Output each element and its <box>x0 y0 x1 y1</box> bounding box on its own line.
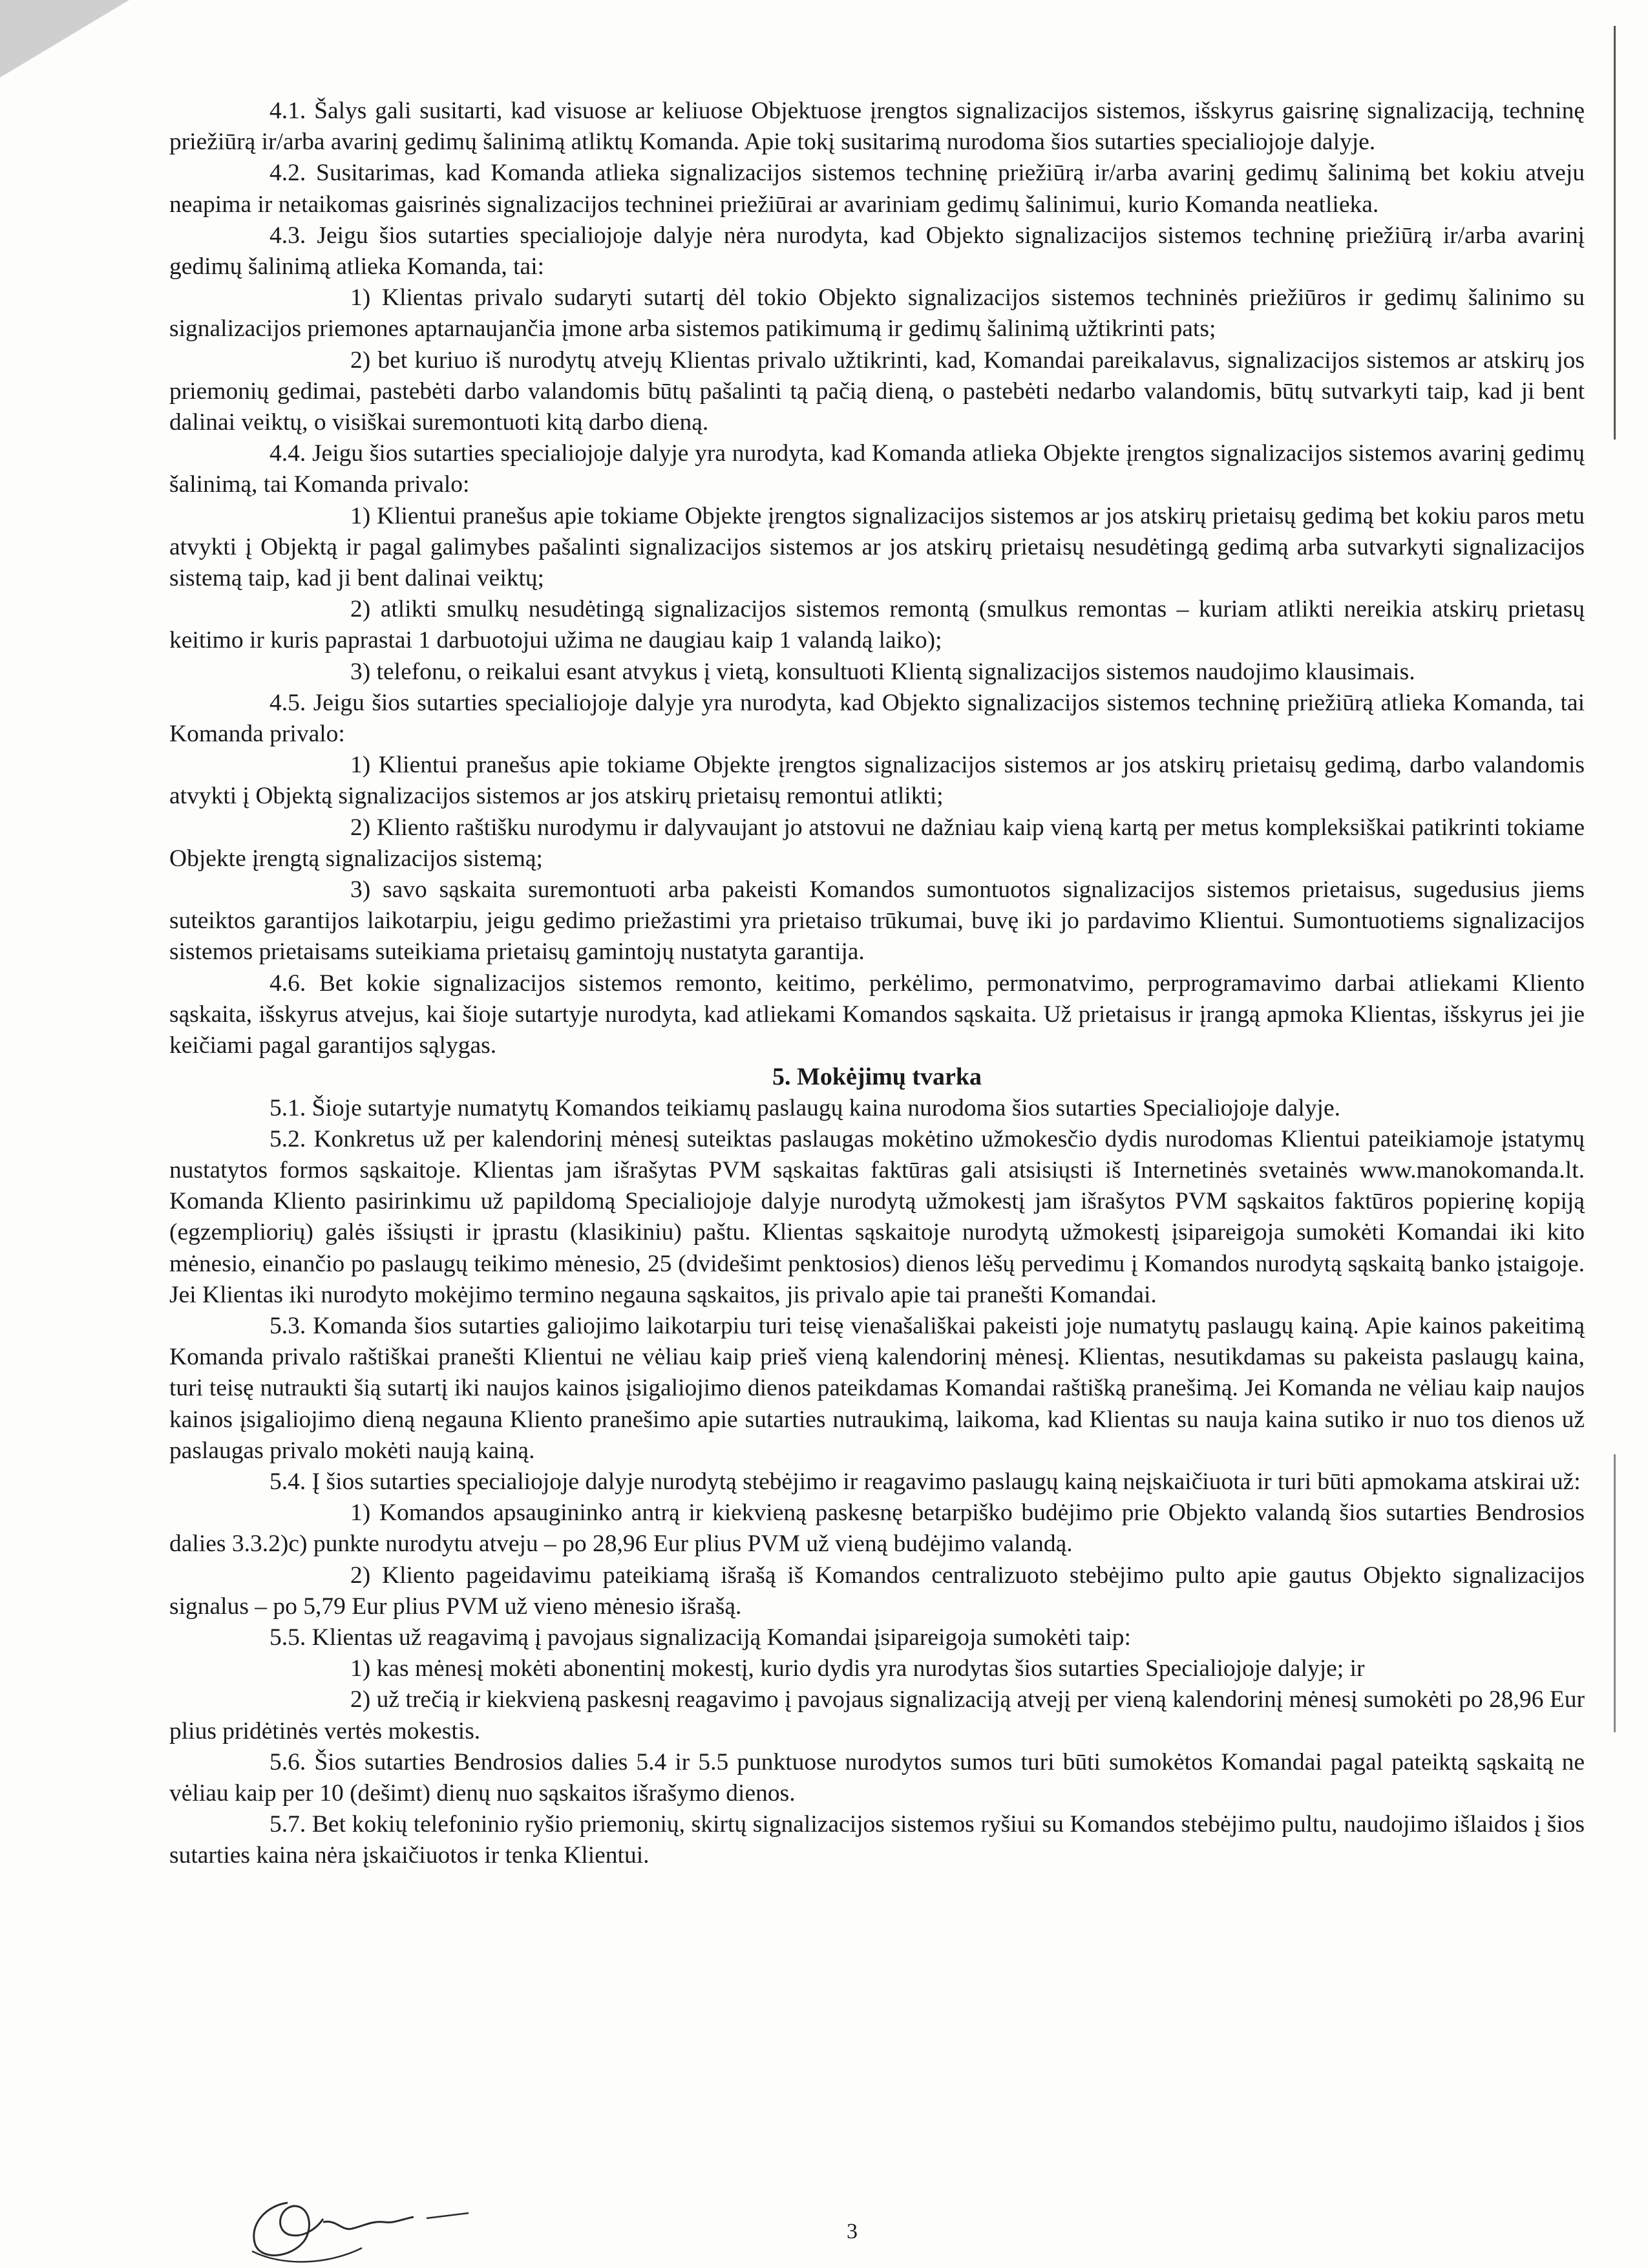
scan-edge-line <box>1614 26 1616 440</box>
paragraph: 5.1. Šioje sutartyje numatytų Komandos teikiamų paslaugų kaina nurodoma šios sutarties Specialiojoje dalyje. <box>269 1094 1340 1121</box>
paragraph: 4.3. Jeigu šios sutarties specialiojoje dalyje nėra nurodyta, kad Objekto signalizacijos sistemos techninę priežiūrą ir/arba avarinį gedimų šalinimą atlieka Komanda, tai: <box>169 222 1585 281</box>
handwritten-signature <box>239 2170 523 2267</box>
folded-corner <box>0 0 129 78</box>
page-number: 3 <box>847 2220 858 2243</box>
paragraph: 2) atlikti smulkų nesudėtingą signalizacijos sistemos remontą (smulkus remontas – kuriam atlikti nereikia atskirų prietasų keitimo ir kuris paprastai 1 darbuotojui užima ne daugiau kaip 1 valandą laiko); <box>169 596 1585 654</box>
document-body <box>169 96 1585 1872</box>
paragraph: 5.6. Šios sutarties Bendrosios dalies 5.4 ir 5.5 punktuose nurodytos sumos turi būti sumokėtos Komandai pagal pateiktą sąskaitą ne vėliau kaip per 10 (dešimt) dienų nuo sąskaitos išrašymo dienos. <box>169 1748 1585 1807</box>
paragraph: 5.2. Konkretus už per kalendorinį mėnesį suteiktas paslaugas mokėtino užmokesčio dydis nurodomas Klientui pateikiamoje įstatymų nustatytos formos sąskaitoje. Klientas jam išrašytas PVM sąskaitas faktūras gali atsisiųsti iš Internetinės svetainės www.manokomanda.lt. Komanda Kliento pasirinkimu už papildomą Specialiojoje dalyje nurodytą užmokestį jam išrašytos PVM sąskaitos faktūros popierinę kopiją (egzempliorių) galės išsiųsti ir įprastu (klasikiniu) paštu. Klientas sąskaitoje nurodytą užmokestį įsipareigoja sumokėti Komandai iki kito mėnesio, einančio po paslaugų teikimo mėnesio, 25 (dvidešimt penktosios) dienos lėšų pervedimu į Komandos nurodytą sąskaitą banko įstaigoje. Jei Klientas iki nurodyto mokėjimo termino negauna sąskaitos, jis privalo apie tai pranešti Komandai. <box>169 1125 1585 1308</box>
paragraph: 1) Komandos apsaugininko antrą ir kiekvieną paskesnę betarpiško budėjimo prie Objekto valandą šios sutarties Bendrosios dalies 3.3.2)c) punkte nurodytu atveju – po 28,96 Eur plius PVM už vieną budėjimo valandą. <box>169 1500 1585 1558</box>
paragraph: 1) Klientui pranešus apie tokiame Objekte įrengtos signalizacijos sistemos ar jos atskirų prietaisų gedimą bet kokiu paros metu atvykti į Objektą ir pagal galimybes pašalinti signalizacijos sistemos ar jos atskirų prietaisų nesudėtingą gedimą arba sutvarkyti signalizacijos sistemą taip, kad ji bent dalinai veiktų; <box>169 502 1585 592</box>
paragraph: 4.1. Šalys gali susitarti, kad visuose ar keliuose Objektuose įrengtos signalizacijos sistemos, išskyrus gaisrinę signalizaciją, techninę priežiūrą ir/arba avarinį gedimų šalinimą atliktų Komanda. Apie tokį susitarimą nurodoma šios sutarties specialiojoje dalyje. <box>169 98 1585 156</box>
paragraph: 3) telefonu, o reikalui esant atvykus į vietą, konsultuoti Klientą signalizacijos sistemos naudojimo klausimais. <box>350 658 1415 685</box>
paragraph: 2) už trečią ir kiekvieną paskesnį reagavimo į pavojaus signalizaciją atvejį per vieną kalendorinį mėnesį sumokėti po 28,96 Eur plius pridėtinės vertės mokestis. <box>169 1686 1585 1744</box>
paragraph: 2) Kliento raštišku nurodymu ir dalyvaujant jo atstovui ne dažniau kaip vieną kartą per metus kompleksiškai patikrinti tokiame Objekte įrengtą signalizacijos sistemą; <box>169 814 1585 872</box>
paragraph: 5.3. Komanda šios sutarties galiojimo laikotarpiu turi teisę vienašališkai pakeisti joje numatytų paslaugų kainą. Apie kainos pakeitimą Komanda privalo raštiškai pranešti Klientui ne vėliau kaip prieš vieną kalendorinį mėnesį. Klientas, nesutikdamas su pakeista paslaugų kaina, turi teisę nutraukti šią sutartį iki naujos kainos įsigaliojimo dienos pateikdamas Komandai raštišką pranešimą. Jei Komanda ne vėliau kaip naujos kainos įsigaliojimo dieną negauna Kliento pranešimo apie sutarties nutraukimą, laikoma, kad Klientas su nauja kaina sutiko ir nuo tos dienos už paslaugas privalo mokėti naują kainą. <box>169 1312 1585 1464</box>
paragraph: 2) bet kuriuo iš nurodytų atvejų Klientas privalo užtikrinti, kad, Komandai pareikalavus, signalizacijos sistemos ar atskirų jos priemonių gedimai, pastebėti darbo valandomis būtų pašalinti tą pačią dieną, o pastebėti nedarbo valandomis, būtų sutvarkyti taip, kad ji bent dalinai veiktų, o visiškai suremontuoti kitą darbo dieną. <box>169 346 1585 436</box>
paragraph: 5.5. Klientas už reagavimą į pavojaus signalizaciją Komandai įsipareigoja sumokėti taip: <box>269 1624 1131 1651</box>
paragraph: 4.6. Bet kokie signalizacijos sistemos remonto, keitimo, perkėlimo, permonatvimo, perprogramavimo darbai atliekami Kliento sąskaita, išskyrus atvejus, kai šioje sutartyje nurodyta, kad atliekami Komandos sąskaita. Už prietaisus ir įrangą apmoka Klientas, išskyrus jei jie keičiami pagal garantijos sąlygas. <box>169 970 1585 1059</box>
paragraph: 4.2. Susitarimas, kad Komanda atlieka signalizacijos sistemos techninę priežiūrą ir/arba avarinį gedimų šalinimą bet kokiu atveju neapima ir netaikomas gaisrinės signalizacijos techninei priežiūrai ar avariniam gedimų šalinimui, kurio Komanda neatlieka. <box>169 160 1585 218</box>
paragraph: 3) savo sąskaita suremontuoti arba pakeisti Komandos sumontuotos signalizacijos sistemos prietaisus, sugedusius jiems suteiktos garantijos laikotarpiu, jeigu gedimo priežastimi yra prietaiso trūkumai, buvę iki jo pardavimo Klientui. Sumontuotiems signalizacijos sistemos prietaisams suteikiama prietaisų gamintojų nustatyta garantija. <box>169 876 1585 966</box>
paragraph: 1) Klientui pranešus apie tokiame Objekte įrengtos signalizacijos sistemos ar jos atskirų prietaisų gedimą, darbo valandomis atvykti į Objektą signalizacijos sistemos ar jos atskirų prietaisų remontui atlikti; <box>169 752 1585 810</box>
paragraph: 4.5. Jeigu šios sutarties specialiojoje dalyje yra nurodyta, kad Objekto signalizacijos sistemos techninę priežiūrą atlieka Komanda, tai Komanda privalo: <box>169 689 1585 748</box>
paragraph: 1) kas mėnesį mokėti abonentinį mokestį, kurio dydis yra nurodytas šios sutarties Specialiojoje dalyje; ir <box>350 1655 1365 1682</box>
section-heading: 5. Mokėjimų tvarka <box>772 1063 982 1091</box>
paragraph: 1) Klientas privalo sudaryti sutartį dėl tokio Objekto signalizacijos sistemos techninės priežiūros ir gedimų šalinimo su signalizacijos priemones aptarnaujančia įmone arba sistemos patikimumą ir gedimų šalinimą užtikrinti pats; <box>169 284 1585 343</box>
scan-edge-line <box>1614 1454 1616 1732</box>
paragraph: 5.7. Bet kokių telefoninio ryšio priemonių, skirtų signalizacijos sistemos ryšiui su Komandos stebėjimo pultu, naudojimo išlaidos į šios sutarties kaina nėra įskaičiuotos ir tenka Klientui. <box>169 1811 1585 1869</box>
paragraph: 4.4. Jeigu šios sutarties specialiojoje dalyje yra nurodyta, kad Komanda atlieka Objekte įrengtos signalizacijos sistemos avarinį gedimų šalinimą, tai Komanda privalo: <box>169 440 1585 498</box>
paragraph: 5.4. Į šios sutarties specialiojoje dalyje nurodytą stebėjimo ir reagavimo paslaugų kainą neįskaičiuota ir turi būti apmokama atskirai už: <box>269 1468 1581 1495</box>
paragraph: 2) Kliento pageidavimu pateikiamą išrašą iš Komandos centralizuoto stebėjimo pulto apie gautus Objekto signalizacijos signalus – po 5,79 Eur plius PVM už vieno mėnesio išrašą. <box>169 1562 1585 1620</box>
